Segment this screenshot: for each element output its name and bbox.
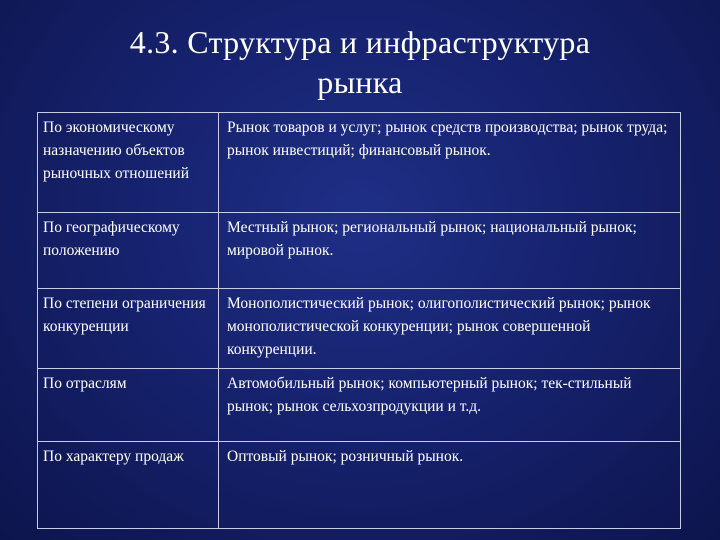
criterion-cell: По географическому положению [38,213,219,289]
criterion-cell: По характеру продаж [38,442,219,529]
table-row [38,369,681,442]
slide-title-line-1: 4.3. Структура и инфраструктура [129,24,591,60]
market-structure-table [37,112,680,528]
slide-title-line-2: рынка [317,64,403,100]
slide-title [0,22,720,102]
market-types-cell: Рынок товаров и услуг; рынок средств производства; рынок труда; рынок инвестиций; финансовый рынок. [219,113,681,213]
table-row [38,113,681,213]
criterion-cell: По экономическому назначению объектов рыночных отношений [38,113,219,213]
market-types-cell: Оптовый рынок; розничный рынок. [219,442,681,529]
market-types-cell: Местный рынок; региональный рынок; национальный рынок; мировой рынок. [219,213,681,289]
table-row [38,442,681,529]
market-types-cell: Автомобильный рынок; компьютерный рынок; тек-стильный рынок; рынок сельхозпродукции и т.д. [219,369,681,442]
criterion-cell: По степени ограничения конкуренции [38,289,219,369]
table-row [38,213,681,289]
table-row [38,289,681,369]
market-types-cell: Монополистический рынок; олигополистический рынок; рынок монополистической конкуренции; рынок совершенной конкуренции. [219,289,681,369]
criterion-cell: По отраслям [38,369,219,442]
